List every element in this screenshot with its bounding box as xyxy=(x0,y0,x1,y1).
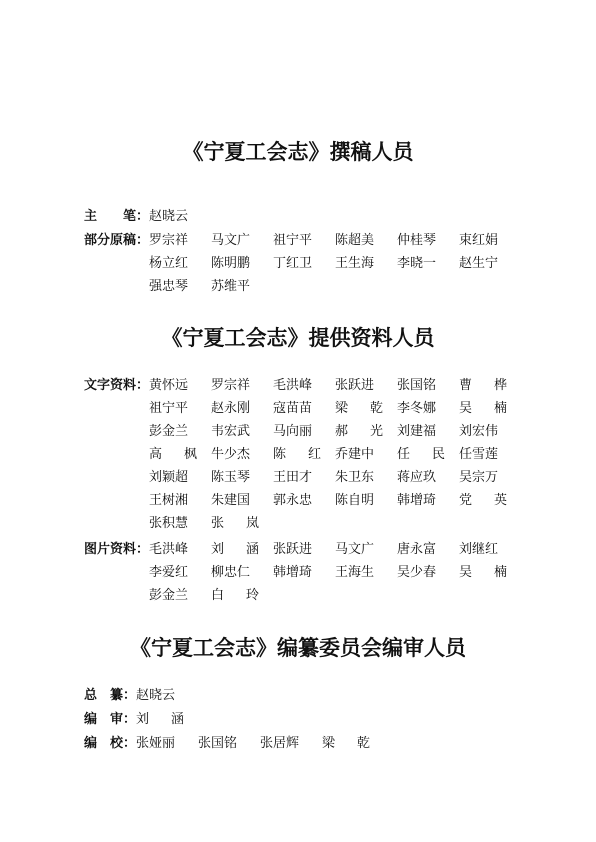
person-name: 张居辉 xyxy=(260,736,300,751)
person-name: 吴 楠 xyxy=(459,401,507,416)
person-name: 刘建福 xyxy=(397,424,437,439)
person-name: 任雪莲 xyxy=(459,447,499,462)
person-name: 刘继红 xyxy=(459,542,499,557)
person-name: 张国铭 xyxy=(397,378,437,393)
section-title-material-providers: 《宁夏工会志》提供资料人员 xyxy=(161,325,435,350)
names-list xyxy=(149,538,529,607)
entry-label xyxy=(84,205,149,228)
names-list xyxy=(136,684,536,707)
entry-label xyxy=(84,708,136,731)
person-name: 刘颖超 xyxy=(149,470,189,485)
person-name: 寇苗苗 xyxy=(273,401,313,416)
names-list xyxy=(149,374,529,535)
entry-reviewer xyxy=(84,708,536,731)
person-name: 郭永忠 xyxy=(273,493,313,508)
person-name: 张娅丽 xyxy=(136,736,176,751)
person-name: 强忠琴 xyxy=(149,279,189,294)
person-name: 张跃进 xyxy=(335,378,375,393)
person-name: 马文广 xyxy=(211,233,251,248)
entry-label-char: 料： xyxy=(123,378,150,393)
entry-partial-drafts xyxy=(84,229,529,298)
person-name: 彭金兰 xyxy=(149,424,189,439)
person-name: 彭金兰 xyxy=(149,588,189,603)
person-name: 朱卫东 xyxy=(335,470,375,485)
entry-label xyxy=(84,374,149,397)
person-name: 罗宗祥 xyxy=(211,378,251,393)
entry-label-char: 资 xyxy=(110,542,124,557)
entry-label xyxy=(84,229,149,252)
person-name: 郝 光 xyxy=(335,424,383,439)
person-name: 马向丽 xyxy=(273,424,313,439)
person-name: 张 岚 xyxy=(211,516,259,531)
entry-label-char: 片 xyxy=(97,542,111,557)
person-name: 刘 涵 xyxy=(211,542,259,557)
person-name: 高 枫 xyxy=(149,447,197,462)
person-name: 仲桂琴 xyxy=(397,233,437,248)
entry-label-char: 部 xyxy=(84,233,98,248)
person-name: 赵晓云 xyxy=(136,688,176,703)
person-name: 陈自明 xyxy=(335,493,375,508)
person-name: 祖宁平 xyxy=(149,401,189,416)
entry-label-char: 稿： xyxy=(123,233,150,248)
entry-label xyxy=(84,538,149,561)
person-name: 陈超美 xyxy=(335,233,375,248)
person-name: 王田才 xyxy=(273,470,313,485)
entry-text-materials xyxy=(84,374,529,535)
person-name: 束红娟 xyxy=(459,233,499,248)
entry-label xyxy=(84,684,136,707)
section-title-writers: 《宁夏工会志》撰稿人员 xyxy=(182,139,414,164)
person-name: 韩增琦 xyxy=(397,493,437,508)
person-name: 梁 乾 xyxy=(335,401,383,416)
person-name: 韦宏武 xyxy=(211,424,251,439)
person-name: 梁 乾 xyxy=(322,736,370,751)
entry-label-char: 料： xyxy=(123,542,150,557)
entry-label-char: 审： xyxy=(109,712,136,727)
person-name: 张积慧 xyxy=(149,516,189,531)
person-name: 刘宏伟 xyxy=(459,424,499,439)
person-name: 吴少春 xyxy=(397,565,437,580)
person-name: 罗宗祥 xyxy=(149,233,189,248)
entry-chief-writer xyxy=(84,205,549,228)
person-name: 党 英 xyxy=(459,493,507,508)
person-name: 张跃进 xyxy=(273,542,313,557)
person-name: 任 民 xyxy=(397,447,445,462)
entry-label-char: 字 xyxy=(97,378,111,393)
person-name: 赵永刚 xyxy=(211,401,251,416)
entry-label-char: 图 xyxy=(84,542,98,557)
person-name: 吴 楠 xyxy=(459,565,507,580)
entry-label-char: 文 xyxy=(84,378,98,393)
entry-label-char: 总 xyxy=(84,688,98,703)
person-name: 唐永富 xyxy=(397,542,437,557)
person-name: 马文广 xyxy=(335,542,375,557)
person-name: 曹 桦 xyxy=(459,378,507,393)
person-name: 韩增琦 xyxy=(273,565,313,580)
person-name: 刘 涵 xyxy=(136,712,184,727)
person-name: 赵晓云 xyxy=(149,209,189,224)
entry-label-char: 编 xyxy=(84,736,98,751)
entry-label xyxy=(84,732,136,755)
person-name: 白 玲 xyxy=(211,588,259,603)
person-name: 柳忠仁 xyxy=(211,565,251,580)
names-list xyxy=(149,205,549,228)
entry-chief-compiler xyxy=(84,684,536,707)
person-name: 李冬娜 xyxy=(397,401,437,416)
person-name: 陈明鹏 xyxy=(211,256,251,271)
entry-label-char: 资 xyxy=(110,378,124,393)
person-name: 祖宁平 xyxy=(273,233,313,248)
person-name: 吴宗万 xyxy=(459,470,499,485)
person-name: 牛少杰 xyxy=(211,447,251,462)
entry-label-char: 分 xyxy=(97,233,111,248)
person-name: 丁红卫 xyxy=(273,256,313,271)
person-name: 乔建中 xyxy=(335,447,375,462)
section-title-editorial-committee: 《宁夏工会志》编纂委员会编审人员 xyxy=(130,635,466,660)
entry-label-char: 主 xyxy=(84,209,98,224)
person-name: 李爱红 xyxy=(149,565,189,580)
person-name: 朱建国 xyxy=(211,493,251,508)
person-name: 王海生 xyxy=(335,565,375,580)
person-name: 毛洪峰 xyxy=(149,542,189,557)
names-list xyxy=(136,708,536,731)
person-name: 杨立红 xyxy=(149,256,189,271)
entry-label-char: 笔： xyxy=(122,209,149,224)
person-name: 苏维平 xyxy=(211,279,251,294)
person-name: 毛洪峰 xyxy=(273,378,313,393)
person-name: 蒋应玖 xyxy=(397,470,437,485)
entry-image-materials xyxy=(84,538,529,607)
person-name: 张国铭 xyxy=(198,736,238,751)
person-name: 王树湘 xyxy=(149,493,189,508)
entry-label-char: 编 xyxy=(84,712,98,727)
entry-label-char: 校： xyxy=(109,736,136,751)
entry-label-char: 原 xyxy=(110,233,124,248)
person-name: 李晓一 xyxy=(397,256,437,271)
names-list xyxy=(136,732,536,755)
person-name: 赵生宁 xyxy=(459,256,499,271)
person-name: 黄怀远 xyxy=(149,378,189,393)
person-name: 陈 红 xyxy=(273,447,321,462)
person-name: 陈玉琴 xyxy=(211,470,251,485)
names-list xyxy=(149,229,529,298)
person-name: 王生海 xyxy=(335,256,375,271)
entry-proofreader xyxy=(84,732,536,755)
entry-label-char: 纂： xyxy=(109,688,136,703)
